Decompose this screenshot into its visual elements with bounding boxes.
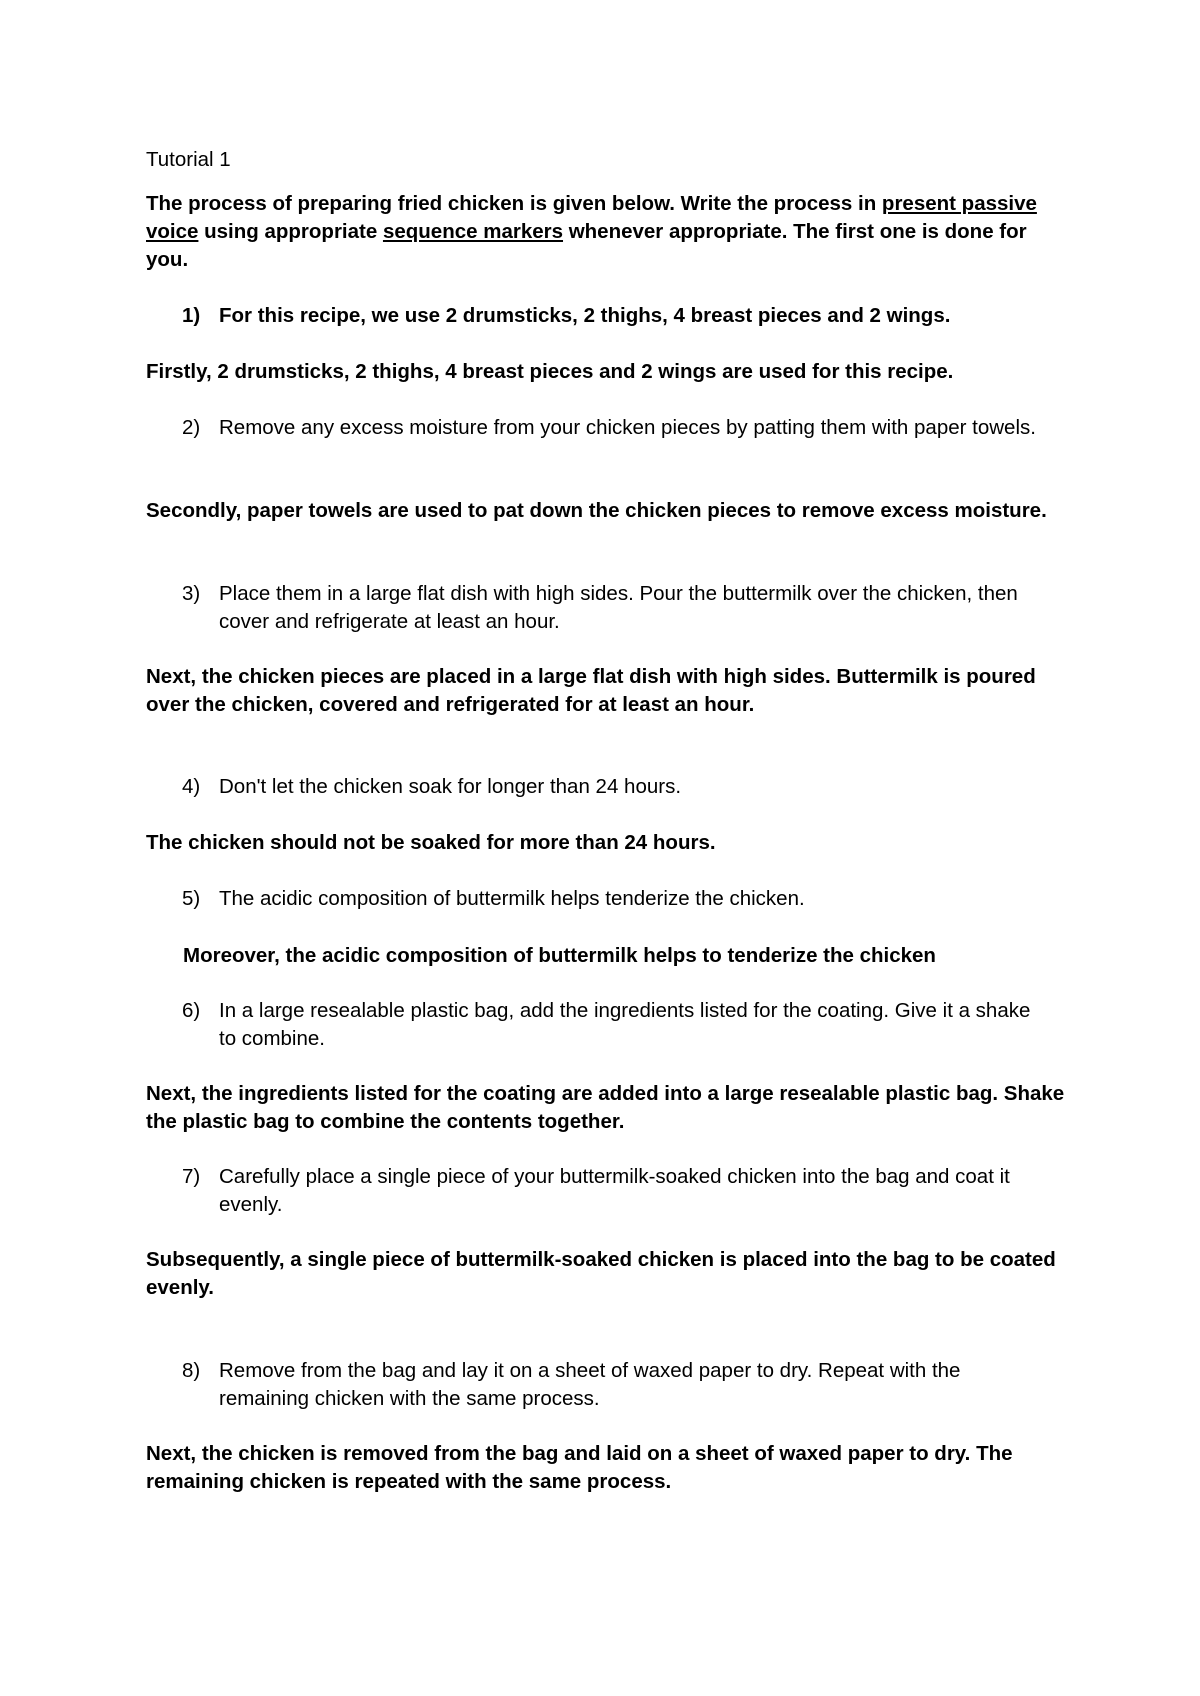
- step-2-answer: Secondly, paper towels are used to pat down the chicken pieces to remove excess moisture.: [146, 499, 1047, 522]
- step-6-number: 6): [182, 999, 201, 1022]
- step-5-text: The acidic composition of buttermilk helps tenderize the chicken.: [219, 887, 805, 910]
- step-4-text: Don't let the chicken soak for longer than 24 hours.: [219, 775, 682, 798]
- step-5-answer: Moreover, the acidic composition of buttermilk helps to tenderize the chicken: [183, 944, 936, 967]
- step-8-number: 8): [182, 1359, 201, 1382]
- step-8-answer: Next, the chicken is removed from the bag and laid on a sheet of waxed paper to dry. The remaining chicken is repeated with the same process.: [146, 1442, 1013, 1493]
- step-2-number: 2): [182, 416, 201, 439]
- present-passive-voice-term: present passive voice: [146, 192, 1037, 243]
- instructions-text-2: using appropriate: [198, 220, 383, 243]
- step-7-text: Carefully place a single piece of your buttermilk-soaked chicken into the bag and coat it evenly.: [219, 1165, 1010, 1216]
- step-3-number: 3): [182, 582, 201, 605]
- step-1-answer: Firstly, 2 drumsticks, 2 thighs, 4 breast pieces and 2 wings are used for this recipe.: [146, 360, 954, 383]
- step-1-text: For this recipe, we use 2 drumsticks, 2 thighs, 4 breast pieces and 2 wings.: [219, 304, 951, 327]
- step-2-prompt: [146, 414, 1076, 442]
- step-6-prompt: [146, 997, 1076, 1053]
- step-6-answer: Next, the ingredients listed for the coating are added into a large resealable plastic bag. Shake the plastic bag to combine the contents together.: [146, 1082, 1065, 1133]
- step-8-text: Remove from the bag and lay it on a sheet of waxed paper to dry. Repeat with the remaining chicken with the same process.: [219, 1359, 961, 1410]
- page-title: Tutorial 1: [146, 148, 231, 171]
- sequence-markers-term: sequence markers: [382, 220, 564, 243]
- step-8-prompt: [146, 1357, 1076, 1413]
- instructions-text-3: whenever appropriate. The first one is done for you.: [146, 220, 1027, 271]
- step-4-prompt: [146, 773, 1076, 801]
- step-1-number: 1): [182, 304, 201, 327]
- step-4-answer: The chicken should not be soaked for more than 24 hours.: [146, 831, 716, 854]
- step-7-number: 7): [182, 1165, 201, 1188]
- step-3-text: Place them in a large flat dish with high sides. Pour the buttermilk over the chicken, then cover and refrigerate at least an hour.: [219, 582, 1018, 633]
- instructions-text-1: The process of preparing fried chicken is given below. Write the process in: [146, 192, 882, 215]
- step-5-number: 5): [182, 887, 201, 910]
- step-3-answer: Next, the chicken pieces are placed in a large flat dish with high sides. Buttermilk is poured over the chicken, covered and refrigerated for at least an hour.: [146, 665, 1036, 716]
- step-4-number: 4): [182, 775, 201, 798]
- step-7-prompt: [146, 1163, 1076, 1219]
- step-3-prompt: [146, 580, 1076, 636]
- step-2-text: Remove any excess moisture from your chicken pieces by patting them with paper towels.: [219, 416, 1036, 439]
- step-7-answer: Subsequently, a single piece of buttermilk-soaked chicken is placed into the bag to be coated evenly.: [146, 1248, 1056, 1299]
- step-5-prompt: [146, 885, 1076, 913]
- step-6-text: In a large resealable plastic bag, add the ingredients listed for the coating. Give it a shake to combine.: [219, 999, 1031, 1050]
- instructions-paragraph: [146, 190, 1046, 274]
- step-1-prompt: [146, 302, 1076, 330]
